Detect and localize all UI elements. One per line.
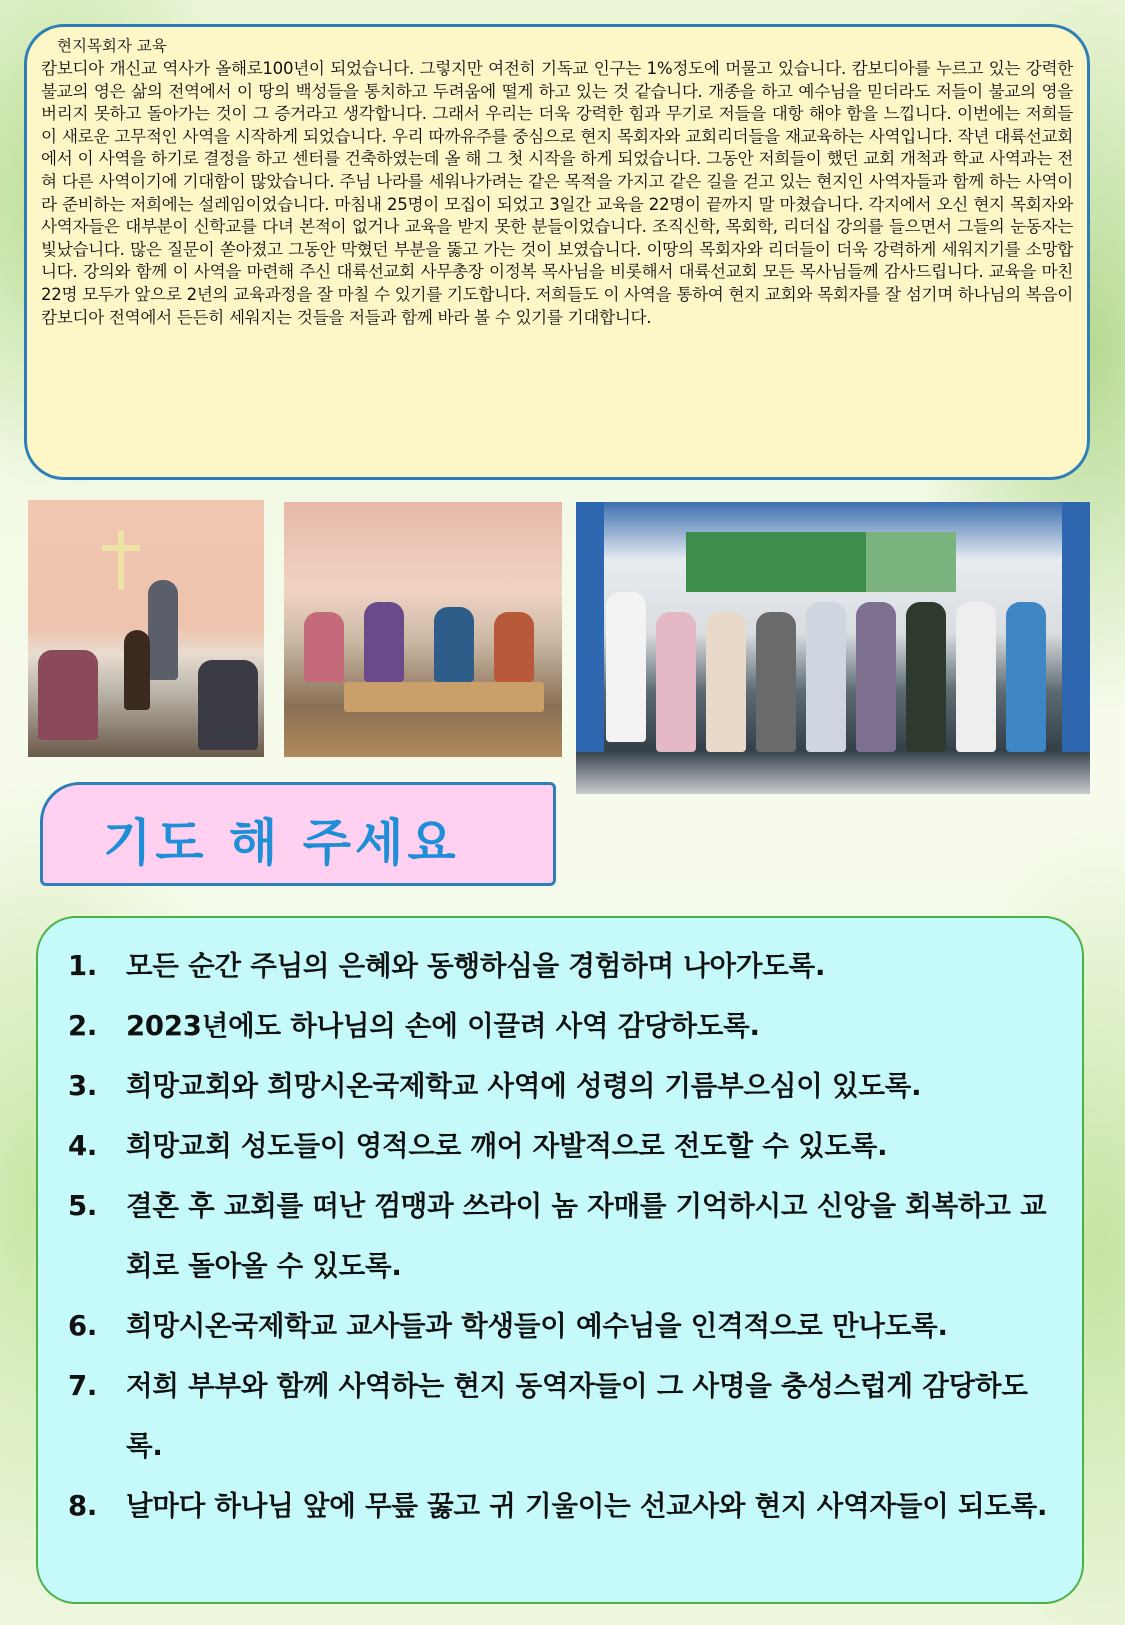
prayer-item bbox=[68, 1176, 1052, 1296]
prayer-item-number: 4. bbox=[68, 1130, 98, 1162]
prayer-item-number: 5. bbox=[68, 1190, 98, 1222]
group-figure bbox=[756, 612, 796, 752]
audience-figure bbox=[198, 660, 258, 750]
student-figure bbox=[434, 607, 474, 682]
prayer-item-number: 8. bbox=[68, 1490, 98, 1522]
prayer-item-text: 날마다 하나님 앞에 무릎 꿇고 귀 기울이는 선교사와 현지 사역자들이 되도록. bbox=[126, 1490, 1048, 1522]
prayer-item-text: 2023년에도 하나님의 손에 이끌려 사역 감당하도록. bbox=[126, 1010, 760, 1042]
group-figure bbox=[856, 602, 896, 752]
prayer-list bbox=[68, 936, 1052, 1536]
prayer-item-number: 1. bbox=[68, 950, 98, 982]
speaker-figure bbox=[148, 580, 178, 680]
group-figure bbox=[956, 602, 996, 752]
prayer-item bbox=[68, 1056, 1052, 1116]
group-figure bbox=[1006, 602, 1046, 752]
cross-shape bbox=[118, 530, 124, 590]
banner-shape bbox=[686, 532, 886, 592]
group-figure bbox=[906, 602, 946, 752]
group-figure bbox=[606, 592, 646, 742]
prayer-list-box bbox=[36, 916, 1084, 1604]
prayer-item bbox=[68, 936, 1052, 996]
cross-bar-shape bbox=[102, 545, 140, 551]
curtain-shape bbox=[1062, 502, 1090, 752]
prayer-item bbox=[68, 1296, 1052, 1356]
prayer-item-text: 모든 순간 주님의 은혜와 동행하심을 경험하며 나아가도록. bbox=[126, 950, 826, 982]
prayer-item-text: 결혼 후 교회를 떠난 껌맹과 쓰라이 놈 자매를 기억하시고 신앙을 회복하고 교회로 돌아올 수 있도록. bbox=[126, 1190, 1047, 1282]
prayer-title: 기도 해 주세요 bbox=[103, 814, 460, 872]
photo-classroom bbox=[284, 502, 562, 757]
intro-title: 현지목회자 교육 bbox=[57, 37, 167, 55]
audience-figure bbox=[38, 650, 98, 740]
group-figure bbox=[656, 612, 696, 752]
photo-lecture bbox=[28, 500, 264, 757]
prayer-item-text: 저희 부부와 함께 사역하는 현지 동역자들이 그 사명을 충성스럽게 감당하도록. bbox=[126, 1370, 1028, 1462]
prayer-item-number: 2. bbox=[68, 1010, 98, 1042]
student-figure bbox=[364, 602, 404, 682]
lectern-figure bbox=[124, 630, 150, 710]
prayer-heading-tab bbox=[40, 782, 556, 886]
group-figure bbox=[706, 612, 746, 752]
intro-box bbox=[24, 24, 1090, 480]
prayer-item bbox=[68, 1356, 1052, 1476]
prayer-item bbox=[68, 996, 1052, 1056]
prayer-item-number: 7. bbox=[68, 1370, 98, 1402]
banner-photo-shape bbox=[866, 532, 956, 592]
prayer-item-number: 6. bbox=[68, 1310, 98, 1342]
group-figure bbox=[806, 602, 846, 752]
intro-body: 캄보디아 개신교 역사가 올해로100년이 되었습니다. 그렇지만 여전히 기독교 인구는 1%정도에 머물고 있습니다. 캄보디아를 누르고 있는 강력한 불교의 영은 삶의 전역에서 이 땅의 백성들을 통치하고 두려움에 떨게 하고 있는 것 같습니다. 개종을 하고 예수님을 믿더라도 저들이 불교의 영을 버리지 못하고 돌아가는 것이 그 증거라고 생각합니다. 그래서 우리는 더욱 강력한 힘과 무기로 저들을 대항 해야 함을 느낍니다. 이번에는 저희들이 새로운 고무적인 사역을 시작하게 되었습니다. 우리 따까유주를 중심으로 현지 목회자와 교회리더들을 재교육하는 사역입니다. 작년 대륙선교회에서 이 사역을 하기로 결정을 하고 센터를 건축하였는데 올 해 그 첫 시작을 하게 되었습니다. 그동안 저희들이 했던 교회 개척과 학교 사역과는 전혀 다른 사역이기에 기대함이 많았습니다. 주님 나라를 세워나가려는 같은 목적을 가지고 같은 길을 걷고 있는 현지인 사역자들과 함께 하는 사역이라 준비하는 저희에는 설레임이었습니다. 마침내 25명이 모집이 되었고 3일간 교육을 22명이 끝까지 말 마쳤습니다. 각지에서 오신 현지 목회자와 사역자들은 대부분이 신학교를 다녀 본적이 없거나 교육을 받지 못한 분들이었습니다. 조직신학, 목회학, 리더십 강의를 들으면서 그들의 눈동자는 빛났습니다. 많은 질문이 쏟아졌고 그동안 막혔던 부분을 뚫고 가는 것이 보였습니다. 이땅의 목회자와 리더들이 더욱 강력하게 세워지기를 소망합니다. 강의와 함께 이 사역을 마련해 주신 대륙선교회 사무총장 이정복 목사님을 비롯해서 대륙선교회 모든 목사님들께 감사드립니다. 교육을 마친 22명 모두가 앞으로 2년의 교육과정을 잘 마칠 수 있기를 기도합니다. 저희들도 이 사역을 통하여 현지 교회와 목회자를 잘 섬기며 하나님의 복음이 캄보디아 전역에서 든든히 세워지는 것들을 저들과 함께 바라 볼 수 있기를 기대합니다. bbox=[41, 59, 1073, 327]
prayer-item-text: 희망교회 성도들이 영적으로 깨어 자발적으로 전도할 수 있도록. bbox=[126, 1130, 888, 1162]
prayer-item-text: 희망시온국제학교 교사들과 학생들이 예수님을 인격적으로 만나도록. bbox=[126, 1310, 948, 1342]
photo-group bbox=[576, 502, 1090, 794]
student-figure bbox=[304, 612, 344, 682]
student-figure bbox=[494, 612, 534, 682]
prayer-item bbox=[68, 1116, 1052, 1176]
prayer-item-number: 3. bbox=[68, 1070, 98, 1102]
prayer-item-text: 희망교회와 희망시온국제학교 사역에 성령의 기름부으심이 있도록. bbox=[126, 1070, 922, 1102]
prayer-item bbox=[68, 1476, 1052, 1536]
curtain-shape bbox=[576, 502, 604, 752]
desk-shape bbox=[344, 682, 544, 712]
